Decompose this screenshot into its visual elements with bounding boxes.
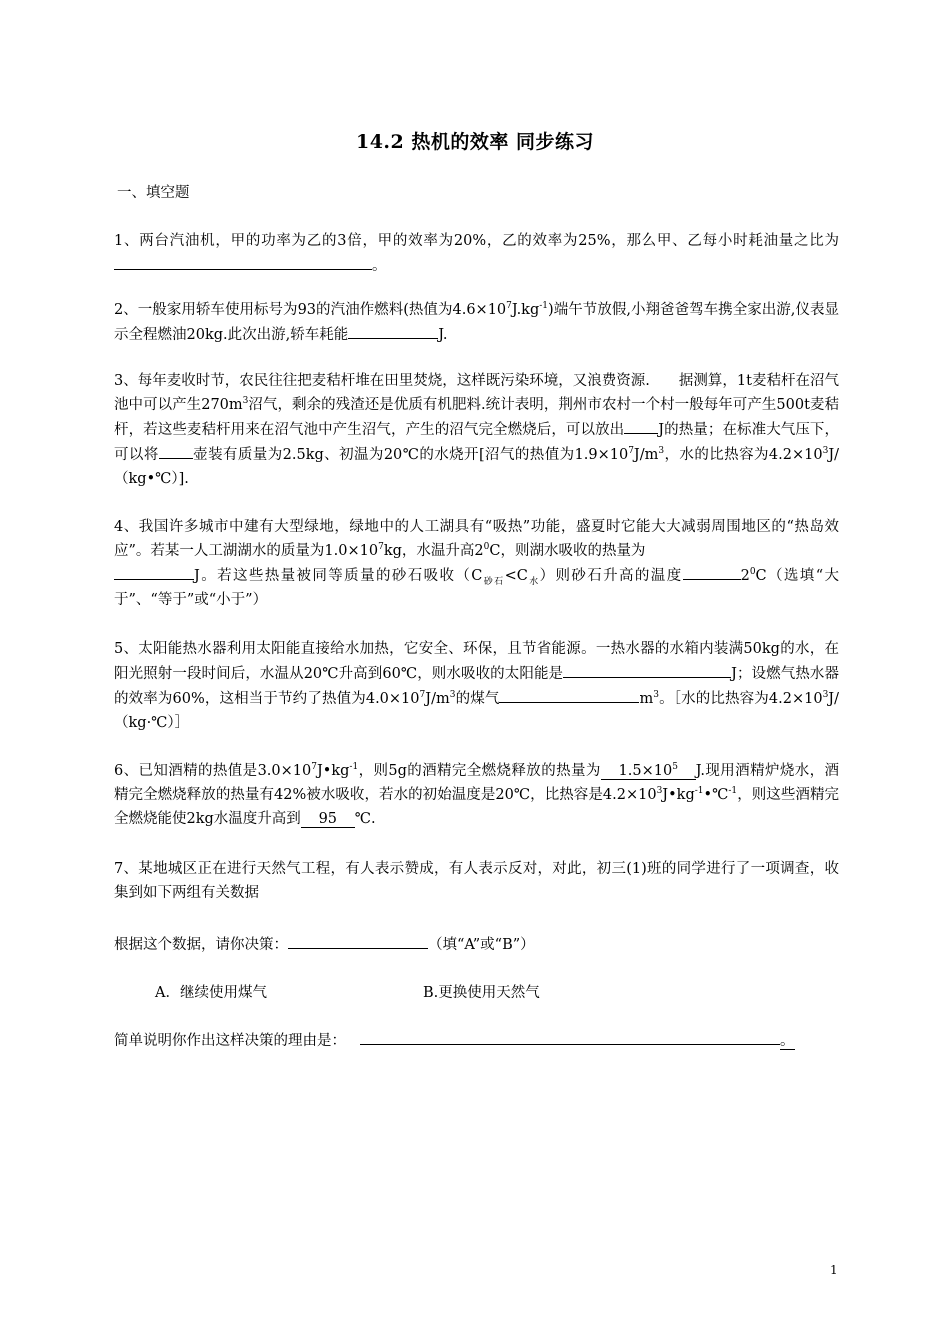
answer-blank-3b[interactable] bbox=[159, 442, 193, 459]
answer-blank-4b[interactable] bbox=[683, 563, 741, 580]
section-heading: 一、填空题 bbox=[117, 185, 190, 201]
answer-filled-6b[interactable]: 95 bbox=[301, 811, 355, 828]
answer-blank-3a[interactable] bbox=[624, 417, 658, 434]
question-5: 5、太阳能热水器利用太阳能直接给水加热，它安全、环保，且节省能源。一热水器的水箱内装满50kg的水，在阳光照射一段时间后，水温从20℃升高到60℃，则水吸收的太阳能是 J；设燃气热水器的效率为60%，这相当于节约了热值为$4.0\times 10^7J/m^3$的煤气 $m^3$。［水的比热容为$4.2\times 10^3J/(kg\cdot℃)]$ bbox=[114, 641, 840, 731]
answer-blank-1[interactable] bbox=[114, 253, 372, 270]
answer-blank-4a[interactable] bbox=[114, 563, 194, 580]
page-number: 1 bbox=[830, 1263, 838, 1277]
question-2: 2、一般家用轿车使用标号为93的汽油作燃料(热值为$4.6\times 10^7J.kg^{-1}$)端午节放假,小翔爸爸驾车携全家出游,仪表显示全程燃油20kg.此次出游,轿车耗能 J. bbox=[114, 301, 839, 343]
answer-blank-2[interactable] bbox=[348, 322, 438, 339]
question-4: 4、我国许多城市中建有大型绿地，绿地中的人工湖具有“吸热”功能，盛夏时它能大大减弱周围地区的“热岛效应”。若某一人工湖湖水的质量为$1.0\times 10^7kg$，水温升高$2^0C$，则湖水吸收的热量为 J。若这些热量被同等质量的砂石吸收$(C_{砂石}<C_水)$则砂石升高的温度 $2^0C$（选填“大于”、“等于”或“小于”） bbox=[114, 519, 839, 608]
reason-line: 简单说明你作出这样决策的理由是： 。 bbox=[114, 1028, 795, 1050]
answer-blank-7a[interactable] bbox=[288, 932, 428, 949]
question-1: 1、两台汽油机，甲的功率为乙的3倍，甲的效率为20%，乙的效率为25%，那么甲、乙每小时耗油量之比为。 bbox=[114, 233, 839, 274]
answer-filled-6a[interactable]: $1.5\times 10^5$ bbox=[601, 763, 696, 780]
question-7: 7、某地城区正在进行天然气工程，有人表示赞成，有人表示反对，对此，初三(1)班的同学进行了一项调查，收集到如下两组有关数据 bbox=[114, 861, 839, 901]
option-b: B.更换使用天然气 bbox=[423, 985, 540, 1001]
answer-blank-7b[interactable] bbox=[360, 1028, 780, 1045]
decision-line: 根据这个数据，请你决策： （填“A”或“B”） bbox=[114, 932, 535, 954]
page-title: 14.2 热机的效率 同步练习 bbox=[355, 131, 594, 153]
question-3: 3、每年麦收时节，农民往往把麦秸杆堆在田里焚烧，这样既污染环境，又浪费资源. 据测算，1t麦秸杆在沼气池中可以产生$270m^3$沼气，剩余的残渣还是优质有机肥料.统计表明，荆州市农村一个村一般每年可产生500t麦秸杆，若这些麦秸杆用来在沼气池中产生沼气，产生的沼气完全燃烧后，可以放出 J的热量；在标准大气压下，可以将 壶装有质量为2.5kg、初温为20℃的水烧开[沼气的热值为$1.9\times 10^7J/m^3$，水的比热容为$4.2\times 10^3J/(kg•℃)$]. bbox=[114, 373, 840, 487]
answer-blank-5b[interactable] bbox=[499, 686, 639, 703]
option-a: A．继续使用煤气 bbox=[155, 985, 267, 1001]
answer-blank-5a[interactable] bbox=[563, 661, 731, 678]
question-6: 6、已知酒精的热值是$3.0\times 10^7J•kg^{-1}$，则5g的酒精完全燃烧释放的热量为 $1.5\times 10^5$ J.现用酒精炉烧水，酒精完全燃烧释放的热量有42%被水吸收，若水的初始温度是20℃，比热容是$4.2\times 10^3J•kg^{-1}•℃^{-1}$，则这些酒精完全燃烧能使2kg水温度升高到 95 ℃. bbox=[114, 762, 839, 827]
